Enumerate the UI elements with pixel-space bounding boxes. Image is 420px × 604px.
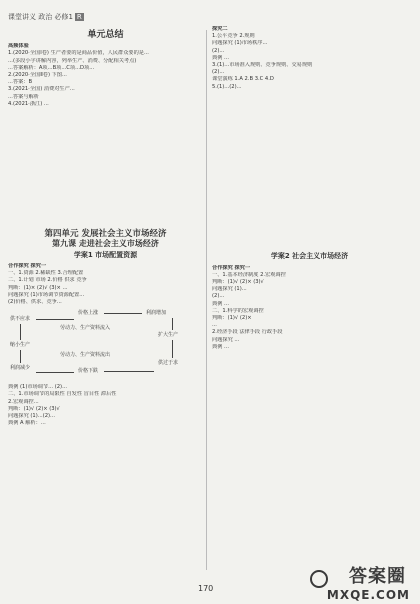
flow-node: 扩大生产: [158, 332, 179, 339]
right-body-line: ...: [212, 322, 217, 329]
page-header: [8, 12, 84, 22]
flow-node: 供不应求: [10, 316, 31, 323]
right-filler: [212, 134, 407, 141]
right-filler: [212, 192, 407, 199]
header-text: 课堂讲义 政治 必修1: [8, 13, 73, 21]
summary-filler: [8, 137, 203, 144]
summary-filler: [8, 180, 203, 187]
right-body-line: 二、1.科学的宏观调控: [212, 307, 264, 314]
explore-line: 问题探究 (1)市场调节资源配置...: [8, 291, 85, 298]
right-body-line: 判断：(1)√ (2)×: [212, 314, 252, 321]
right-body-line: 问题探究 ...: [212, 336, 240, 343]
right-top-line: 1.公平竞争 2.规则: [212, 33, 255, 40]
right-top-line: 3.(1)...市场准入规则、竞争规则、交易规则: [212, 62, 313, 69]
right-top-line: 典例 ...: [212, 54, 229, 61]
summary-filler: [8, 173, 203, 180]
explore-line: 一、1.资源 2.稀缺性 3.合理配置: [8, 270, 84, 277]
watermark-logo-icon: [310, 570, 328, 588]
case2-title: 学案2 社会主义市场经济: [270, 252, 349, 261]
right-filler: [212, 184, 407, 191]
flow-arrow: [172, 340, 173, 358]
flow-arrow: [172, 318, 173, 330]
lesson-title: 第九课 走进社会主义市场经济: [52, 239, 159, 249]
summary-filler: [8, 158, 203, 165]
right-top-line: (2)...: [212, 47, 225, 54]
right-top-line: 5.(1)...(2)...: [212, 83, 242, 90]
right-filler: [212, 235, 407, 242]
explore-line: 合作探究 探究一: [8, 262, 47, 269]
summary-line: 4.(2021·浙江) ...: [8, 100, 49, 107]
summary-filler: [8, 151, 203, 158]
right-body-line: 判断：(1)√ (2)× (3)√: [212, 278, 264, 285]
right-filler: [212, 220, 407, 227]
summary-filler: [8, 108, 203, 115]
after-line: 二、1.市场调节的局限性 自发性 盲目性 滞后性: [8, 391, 117, 398]
flow-node: 供过于求: [158, 360, 179, 367]
right-filler: [212, 177, 407, 184]
summary-filler: [8, 216, 203, 223]
summary-line: 2.(2020·全国Ⅱ卷) 下图...: [8, 72, 67, 79]
summary-line: 1.(2020·全国Ⅰ卷) 生产者要的是商品价值，人民群众要的是...: [8, 50, 149, 57]
right-filler: [212, 242, 407, 249]
right-top-line: 问题探究 (1)市场秩序...: [212, 40, 268, 47]
left-column: [8, 26, 203, 427]
flow-arrow: [104, 371, 154, 372]
right-column: [212, 26, 407, 351]
right-top-line: 课堂演练 1.A 2.B 3.C 4.D: [212, 76, 274, 83]
right-filler: [212, 199, 407, 206]
right-body-line: 典例 ...: [212, 343, 229, 350]
explore-line: 二、1.计划 市场 2.价格 供求 竞争: [8, 277, 87, 284]
right-filler: [212, 120, 407, 127]
summary-filler: [8, 194, 203, 201]
after-line: 判断：(1)√ (2)× (3)√: [8, 405, 60, 412]
explore-line: (2)价格、供求、竞争...: [8, 298, 62, 305]
right-filler: [212, 148, 407, 155]
right-top-line: 探究二: [212, 26, 228, 32]
summary-filler: [8, 202, 203, 209]
right-filler: [212, 156, 407, 163]
page-number: 170: [198, 584, 214, 593]
summary-filler: [8, 209, 203, 216]
flow-arrow: [104, 313, 142, 314]
summary-filler: [8, 115, 203, 122]
right-filler: [212, 141, 407, 148]
summary-filler: [8, 187, 203, 194]
summary-line: ...答案与解析: [8, 93, 39, 100]
after-line: 典例 (1)市场调节... (2)...: [8, 384, 68, 391]
right-body-line: (2)...: [212, 293, 225, 300]
market-flow-diagram: [8, 310, 203, 380]
right-filler: [212, 206, 407, 213]
unit-title: 第四单元 发展社会主义市场经济: [44, 229, 167, 240]
summary-line: ...答案解析：A项...B项...C项...D项...: [8, 64, 95, 71]
right-filler: [212, 91, 407, 98]
summary-line: ...(多段小字讲解内容，列举生产、消费、分配相关考点): [8, 57, 137, 64]
flow-node: 缩小生产: [10, 342, 31, 349]
after-line: 2.宏观调控...: [8, 398, 39, 405]
flow-arrow: [20, 324, 21, 340]
after-line: 典例 A 解析：...: [8, 420, 46, 427]
right-filler: [212, 127, 407, 134]
flow-node: 利润增加: [146, 310, 167, 317]
explore-line: 判断：(1)× (2)√ (3)× ...: [8, 284, 68, 291]
right-body-line: 合作探究 探究一: [212, 264, 251, 271]
right-filler: [212, 98, 407, 105]
flow-node: 劳动力、生产资料流入: [60, 325, 111, 332]
flow-node: 劳动力、生产资料流出: [60, 352, 111, 359]
summary-line: 高频体验: [8, 43, 29, 50]
flow-arrow: [36, 372, 74, 373]
after-line: 问题探究 (1)...(2)...: [8, 412, 55, 419]
right-body-line: 2.经济手段 法律手段 行政手段: [212, 329, 283, 336]
flow-arrow: [20, 350, 21, 363]
watermark-bottom: MXQE.COM: [326, 588, 410, 602]
flow-node: 价格上涨: [78, 310, 99, 317]
right-filler: [212, 213, 407, 220]
flow-node: 价格下跌: [78, 368, 99, 375]
header-tag: R: [76, 13, 82, 21]
summary-filler: [8, 130, 203, 137]
summary-filler: [8, 122, 203, 129]
summary-filler: [8, 166, 203, 173]
right-body-line: 典例 ...: [212, 300, 229, 307]
column-divider: [206, 30, 207, 570]
summary-line: ...答案：B: [8, 79, 33, 86]
right-filler: [212, 170, 407, 177]
summary-filler: [8, 144, 203, 151]
watermark-top: 答案圈: [349, 566, 406, 587]
summary-title: 单元总结: [87, 30, 124, 40]
right-filler: [212, 105, 407, 112]
right-top-line: (2)...: [212, 69, 225, 76]
summary-line: 3.(2021·全国) 消费对生产...: [8, 86, 75, 93]
case-title: 学案1 市场配置资源: [73, 250, 138, 259]
right-filler: [212, 228, 407, 235]
right-filler: [212, 163, 407, 170]
flow-arrow: [36, 319, 74, 320]
right-body-line: 问题探究 (1)...: [212, 286, 247, 293]
flow-node: 利润减少: [10, 365, 31, 372]
right-filler: [212, 112, 407, 119]
right-body-line: 一、1.基本经济制度 2.宏观调控: [212, 271, 286, 278]
